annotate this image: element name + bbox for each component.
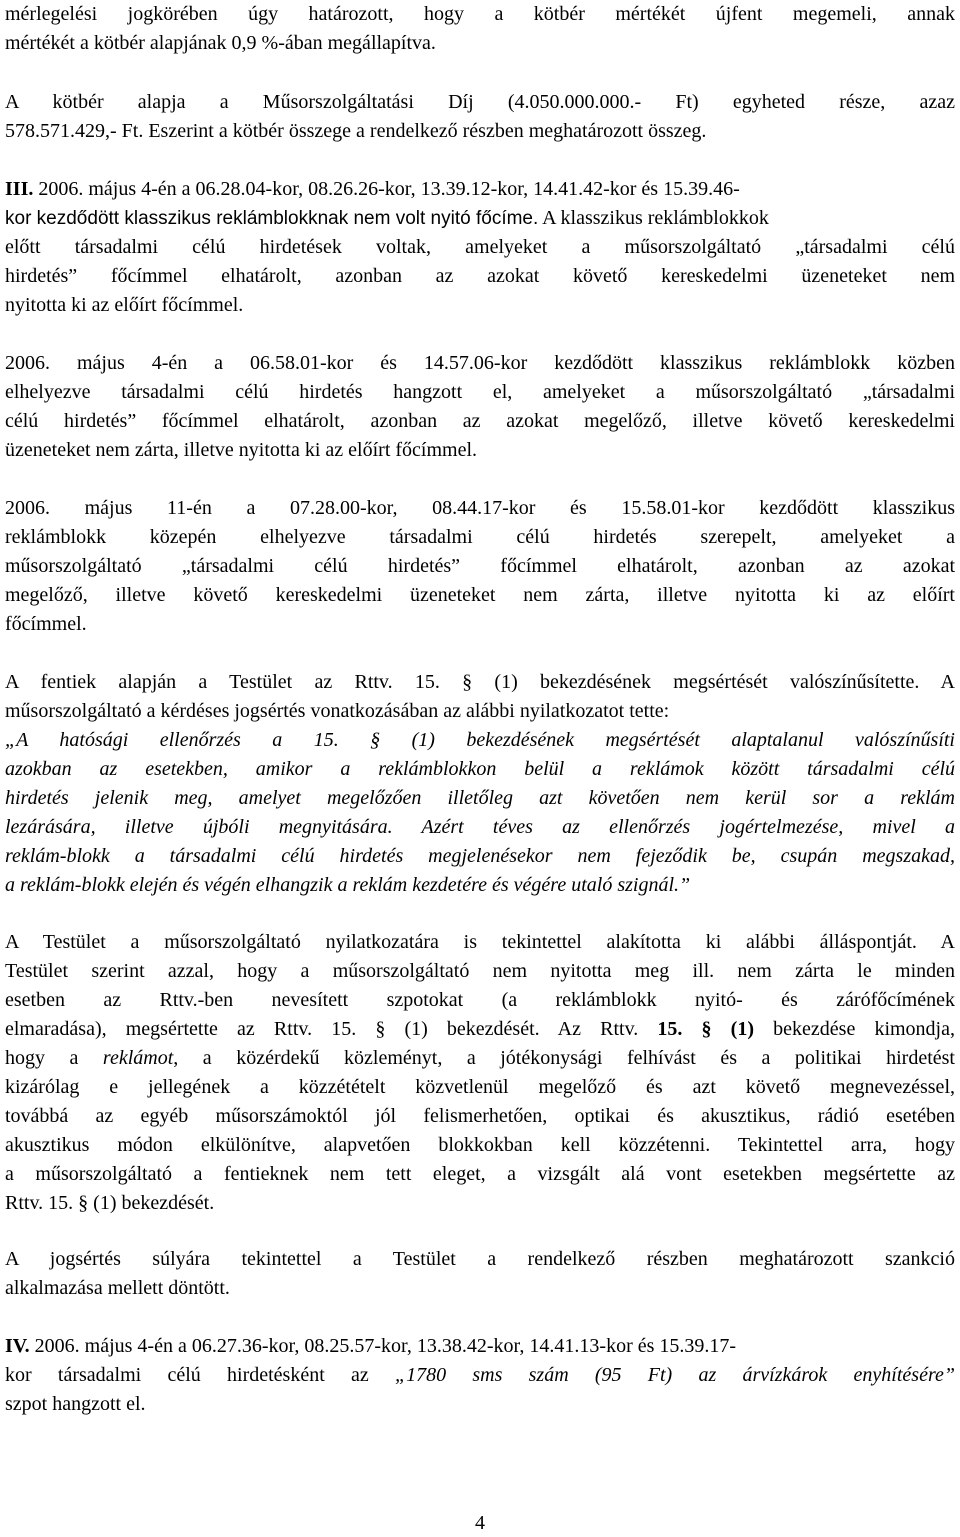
text-line: A kötbér alapja a Műsorszolgáltatási Díj (4.050.000.000.- Ft) egyheted része, azaz (5, 91, 955, 113)
quote-line: reklám-blokk a társadalmi célú hirdetés megjelenésekor nem fejeződik be, csupán megszakad, (5, 845, 955, 867)
quote-line: „A hatósági ellenőrzés a 15. § (1) bekezdésének megsértését alaptalanul valószínűsíti (5, 729, 955, 751)
text-line: alkalmazása mellett döntött. (5, 1277, 230, 1299)
text-line: továbbá az egyéb műsorszámoktól jól felismerhetően, optikai és akusztikus, rádió esetében (5, 1105, 955, 1127)
text-line (5, 1332, 955, 1361)
text-line: 578.571.429,- Ft. Eszerint a kötbér összege a rendelkező részben meghatározott összeg. (5, 120, 707, 142)
text-span: kor kezdődött klasszikus reklámblokknak nem volt nyitó főcíme. (5, 208, 539, 229)
paragraph-broadcaster-statement (5, 668, 955, 900)
text-line: Rttv. 15. § (1) bekezdését. (5, 1192, 215, 1214)
text-line: esetben az Rttv.-ben nevesített szpotokat (a reklámblokk nyitó- és zárófőcímének (5, 989, 955, 1011)
text-line (5, 1361, 955, 1390)
text-line: szpot hangzott el. (5, 1393, 146, 1415)
text-span: kor társadalmi célú hirdetésként az (5, 1364, 395, 1386)
section-label: III. (5, 178, 34, 200)
quote-line: azokban az esetekben, amikor a reklámblokkon belül a reklámok között társadalmi célú (5, 758, 955, 780)
text-line: előtt társadalmi célú hirdetések voltak, amelyeket a műsorszolgáltató „társadalmi célú (5, 236, 955, 258)
text-line: műsorszolgáltató a kérdéses jogsértés vonatkozásában az alábbi nyilatkozatot tette: (5, 700, 670, 722)
text-line: hirdetés” főcímmel elhatárolt, azonban az azokat követő kereskedelmi üzeneteket nem (5, 265, 955, 287)
text-line: a műsorszolgáltató a fentieknek nem tett eleget, a vizsgált alá vont esetekben megsértette az (5, 1163, 955, 1185)
text-line: mértékét a kötbér alapjának 0,9 %-ában megállapítva. (5, 32, 436, 54)
text-span: 2006. május 4-én a 06.28.04-kor, 08.26.26-kor, 13.39.12-kor, 14.41.42-kor és 15.39.46- (33, 178, 740, 200)
text-line: akusztikus módon elkülönítve, alapvetően blokkokban kell közzétenni. Tekintettel arra, hogy (5, 1134, 955, 1156)
text-line: műsorszolgáltató „társadalmi célú hirdetés” főcímmel elhatárolt, azonban az azokat (5, 555, 955, 577)
text-line: megelőző, illetve követő kereskedelmi üzeneteket nem zárta, illetve nyitotta ki az előírt (5, 584, 955, 606)
text-line: 2006. május 4-én a 06.58.01-kor és 14.57.06-kor kezdődött klasszikus reklámblokk közben (5, 352, 955, 374)
text-span: bekezdése kimondja, (754, 1018, 955, 1040)
quote-line: lezárására, illetve újbóli megnyitására. Azért téves az ellenőrzés jogértelmezése, mivel a (5, 816, 955, 838)
paragraph-board-position (5, 928, 955, 1218)
paragraph-may-11-ads (5, 494, 955, 639)
text-span: 2006. május 4-én a 06.27.36-kor, 08.25.57-kor, 13.38.42-kor, 14.41.13-kor és 15.39.17- (29, 1335, 737, 1357)
text-line: üzeneteket nem zárta, illetve nyitotta ki az előírt főcímmel. (5, 439, 478, 461)
emphasis: reklámot (102, 1047, 174, 1069)
text-line: elhelyezve társadalmi célú hirdetés hangzott el, amelyeket a műsorszolgáltató „társadalmi (5, 381, 955, 403)
text-line: célú hirdetés” főcímmel elhatárolt, azonban az azokat megelőző, illetve követő kereskedelmi (5, 410, 955, 432)
text-line (5, 1044, 955, 1073)
paragraph-section-iv (5, 1332, 955, 1419)
text-span: A klasszikus reklámblokkok (538, 207, 769, 229)
text-line: főcímmel. (5, 613, 87, 635)
text-line: kizárólag e jellegének a közzétételt közvetlenül megelőző és azt követő megnevezéssel, (5, 1076, 955, 1098)
quote-line: hirdetés jelenik meg, amelyet megelőzően illetőleg azt követően nem kerül sor a reklám (5, 787, 955, 809)
text-span: hogy a (5, 1047, 103, 1069)
text-line: reklámblokk közepén elhelyezve társadalmi célú hirdetés szerepelt, amelyeket a (5, 526, 955, 548)
text-line (5, 204, 955, 233)
text-line: Testület szerint azzal, hogy a műsorszolgáltató nem nyitotta meg ill. nem zárta le minden (5, 960, 955, 982)
paragraph-penalty-decision (5, 0, 955, 58)
text-line: A jogsértés súlyára tekintettel a Testület a rendelkező részben meghatározott szankció (5, 1248, 955, 1270)
paragraph-penalty-base (5, 88, 955, 146)
quote-line: a reklám-blokk elején és végén elhangzik a reklám kezdetére és végére utaló szignál.” (5, 874, 691, 896)
text-line (5, 1015, 955, 1044)
paragraph-sanction-decision (5, 1245, 955, 1303)
text-line: nyitotta ki az előírt főcímmel. (5, 294, 244, 316)
text-line: A fentiek alapján a Testület az Rttv. 15. § (1) bekezdésének megsértését valószínűsítette. A (5, 671, 955, 693)
text-span: elmaradása), megsértette az Rttv. 15. § (1) bekezdését. Az Rttv. (5, 1018, 658, 1040)
text-line: mérlegelési jogkörében úgy határozott, hogy a kötbér mértékét újfent megemeli, annak (5, 3, 955, 25)
text-line: A Testület a műsorszolgáltató nyilatkozatára is tekintettel alakította ki alábbi álláspontját. A (5, 931, 955, 953)
law-reference: 15. § (1) (657, 1018, 755, 1040)
text-line (5, 175, 955, 204)
page-number: 4 (475, 1512, 485, 1534)
text-line: 2006. május 11-én a 07.28.00-kor, 08.44.17-kor és 15.58.01-kor kezdődött klasszikus (5, 497, 955, 519)
section-label: IV. (5, 1335, 30, 1357)
paragraph-may-4-ads (5, 349, 955, 465)
paragraph-section-iii (5, 175, 955, 320)
text-span: , a közérdekű közleményt, a jótékonysági felhívást és a politikai hirdetést (173, 1047, 955, 1069)
emphasis: „1780 sms szám (95 Ft) az árvízkárok enyhítésére” (395, 1364, 955, 1386)
